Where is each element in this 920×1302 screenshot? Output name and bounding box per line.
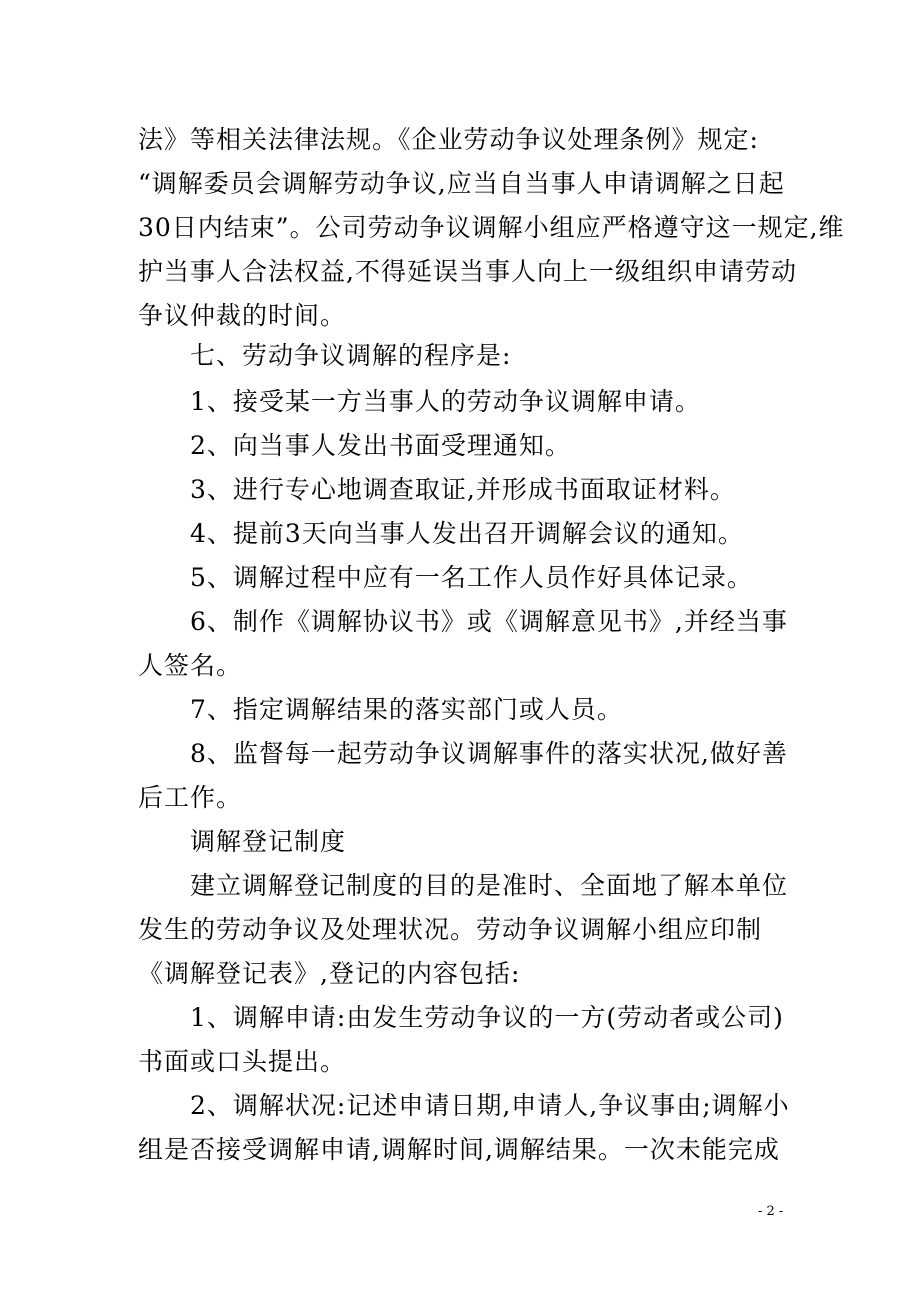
text-line-5: 争议仲裁的时间。 (138, 301, 347, 330)
registration-item-1: 1、调解申请:由发生劳动争议的一方(劳动者或公司) (190, 1003, 784, 1032)
procedure-step-2: 2、向当事人发出书面受理通知。 (190, 431, 571, 460)
procedure-heading: 七、劳动争议调解的程序是: (190, 341, 512, 370)
procedure-step-4: 4、提前3天向当事人发出召开调解会议的通知。 (190, 519, 744, 548)
procedure-step-5: 5、调解过程中应有一名工作人员作好具体记录。 (190, 563, 753, 592)
registration-item-2-continued: 组是否接受调解申请,调解时间,调解结果。一次未能完成 (138, 1135, 780, 1164)
procedure-step-6: 6、制作《调解协议书》或《调解意见书》,并经当事 (190, 607, 788, 636)
text-line-2: “调解委员会调解劳动争议,应当自当事人申请调解之日起 (138, 169, 785, 198)
registration-item-2: 2、调解状况:记述申请日期,申请人,争议事由;调解小 (190, 1091, 790, 1120)
registration-item-1-continued: 书面或口头提出。 (138, 1047, 347, 1076)
page-number: - 2 - (758, 1204, 784, 1219)
procedure-step-1: 1、接受某一方当事人的劳动争议调解申请。 (190, 387, 701, 416)
procedure-step-7: 7、指定调解结果的落实部门或人员。 (190, 695, 623, 724)
procedure-step-8-continued: 后工作。 (138, 783, 243, 812)
registration-intro-line-3: 《调解登记表》,登记的内容包括: (138, 959, 521, 988)
registration-heading: 调解登记制度 (190, 827, 347, 856)
text-line-1: 法》等相关法律法规。《企业劳动争议处理条例》规定: (138, 125, 759, 154)
text-line-4: 护当事人合法权益,不得延误当事人向上一级组织申请劳动 (138, 257, 797, 286)
procedure-step-8: 8、监督每一起劳动争议调解事件的落实状况,做好善 (190, 739, 788, 768)
procedure-step-3: 3、进行专心地调查取证,并形成书面取证材料。 (190, 475, 736, 504)
text-line-3: 30日内结束”。公司劳动争议调解小组应严格遵守这一规定,维 (138, 213, 845, 242)
registration-intro-line-1: 建立调解登记制度的目的是准时、全面地了解本单位 (190, 871, 789, 900)
registration-intro-line-2: 发生的劳动争议及处理状况。劳动争议调解小组应印制 (138, 915, 763, 944)
procedure-step-6-continued: 人签名。 (138, 651, 243, 680)
